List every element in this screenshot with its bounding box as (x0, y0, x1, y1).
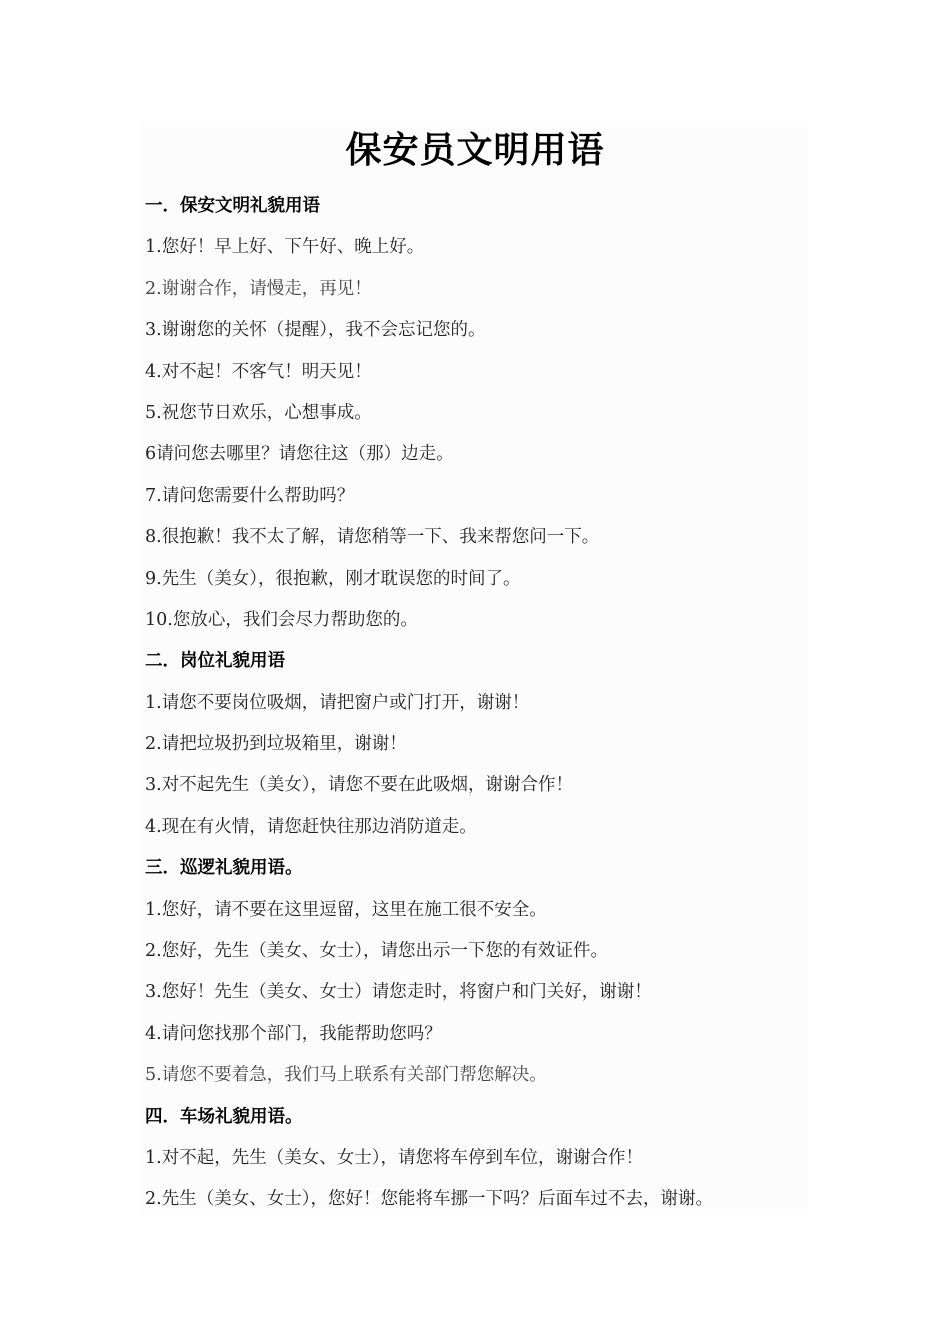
section-heading-3: 三．巡逻礼貌用语。 (145, 858, 303, 879)
list-item: 3.您好！先生（美女、女士）请您走时，将窗户和门关好，谢谢！ (145, 982, 652, 1003)
list-item: 4.请问您找那个部门，我能帮助您吗？ (145, 1023, 442, 1044)
list-item: 1.对不起，先生（美女、女士），请您将车停到车位，谢谢合作！ (145, 1147, 643, 1168)
section-heading-1: 一．保安文明礼貌用语 (145, 196, 320, 216)
list-item: 4.现在有火情，请您赶快往那边消防道走。 (145, 816, 477, 837)
list-item: 4.对不起！不客气！明天见！ (145, 361, 372, 382)
list-item: 5.请您不要着急，我们马上联系有关部门帮您解决。 (145, 1065, 547, 1086)
list-item: 2.先生（美女、女士），您好！您能将车挪一下吗？后面车过不去，谢谢。 (145, 1189, 713, 1210)
section-heading-2: 二．岗位礼貌用语 (145, 651, 285, 672)
list-item: 1.请您不要岗位吸烟，请把窗户或门打开，谢谢！ (145, 692, 530, 713)
list-item: 2.请把垃圾扔到垃圾箱里，谢谢！ (145, 734, 407, 755)
list-item: 1.您好！早上好、下午好、晚上好。 (145, 237, 425, 258)
list-item: 9.先生（美女），很抱歉，刚才耽误您的时间了。 (145, 568, 521, 589)
list-item: 10.您放心，我们会尽力帮助您的。 (145, 609, 418, 630)
section-heading-4: 四．车场礼貌用语。 (145, 1106, 303, 1127)
document-title: 保安员文明用语 (345, 129, 605, 171)
list-item: 3.谢谢您的关怀（提醒），我不会忘记您的。 (145, 320, 486, 341)
list-item: 7.请问您需要什么帮助吗？ (145, 485, 355, 506)
list-item: 3.对不起先生（美女），请您不要在此吸烟，谢谢合作！ (145, 775, 573, 796)
list-item: 2.您好，先生（美女、女士），请您出示一下您的有效证件。 (145, 941, 608, 962)
list-item: 8.很抱歉！我不太了解，请您稍等一下、我来帮您问一下。 (145, 527, 600, 548)
list-item: 1.您好，请不要在这里逗留，这里在施工很不安全。 (145, 899, 547, 920)
document-body (145, 186, 805, 1221)
list-item: 6请问您去哪里？请您往这（那）边走。 (145, 444, 454, 465)
list-item: 5.祝您节日欢乐，心想事成。 (145, 402, 372, 423)
list-item: 2.谢谢合作，请慢走，再见！ (145, 278, 372, 299)
